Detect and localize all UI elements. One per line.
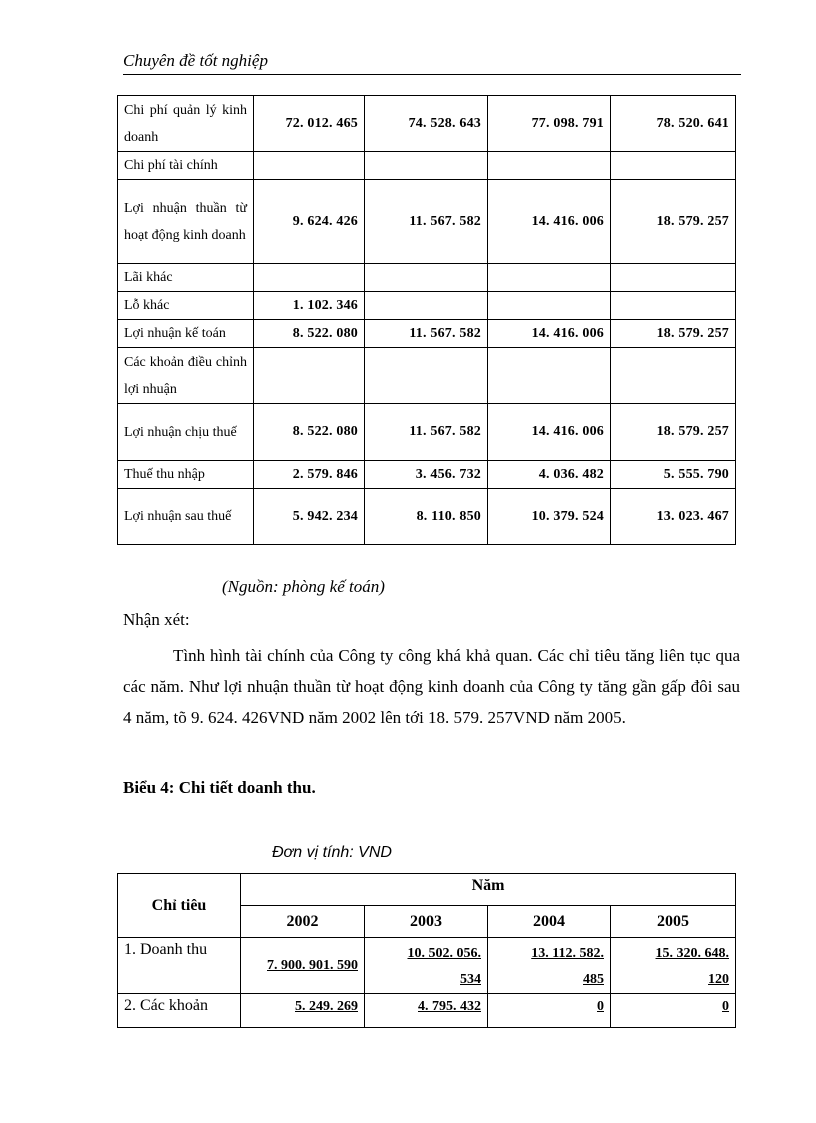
cell-value: 4. 036. 482 <box>488 461 611 489</box>
year-header: 2004 <box>488 906 611 938</box>
cell-value: 14. 416. 006 <box>488 404 611 461</box>
cell-value <box>241 938 365 994</box>
table-row <box>118 461 736 489</box>
cell-value <box>611 264 736 292</box>
cell-value: 72. 012. 465 <box>254 96 365 152</box>
cell-value: 9. 624. 426 <box>254 180 365 264</box>
cell-value: 5. 942. 234 <box>254 489 365 545</box>
cell-value: 14. 416. 006 <box>488 320 611 348</box>
revenue-table <box>117 873 736 1028</box>
cell-value: 8. 110. 850 <box>365 489 488 545</box>
cell-value: 11. 567. 582 <box>365 320 488 348</box>
cell-value <box>611 292 736 320</box>
cell-value <box>254 264 365 292</box>
cell-value: 18. 579. 257 <box>611 180 736 264</box>
cell-value <box>365 348 488 404</box>
cell-value <box>611 152 736 180</box>
header-title: Chuyên đề tốt nghiệp <box>123 51 268 70</box>
cell-value: 2. 579. 846 <box>254 461 365 489</box>
table-row <box>118 938 736 994</box>
table-row <box>118 320 736 348</box>
row-label: Lợi nhuận thuần từ hoạt động kinh doanh <box>118 180 254 264</box>
table-row <box>118 180 736 264</box>
cell-value: 74. 528. 643 <box>365 96 488 152</box>
cell-line: 4. 795. 432 <box>418 999 481 1014</box>
cell-value <box>254 152 365 180</box>
cell-line: 534 <box>460 972 481 987</box>
cell-value: 18. 579. 257 <box>611 404 736 461</box>
unit-label: Đơn vị tính: VND <box>272 844 392 861</box>
row-label: 2. Các khoản <box>118 994 241 1028</box>
cell-value: 8. 522. 080 <box>254 404 365 461</box>
year-header: 2002 <box>241 906 365 938</box>
table-row <box>118 96 736 152</box>
cell-value <box>488 348 611 404</box>
row-label: Lãi khác <box>118 264 254 292</box>
cell-line: 5. 249. 269 <box>295 999 358 1014</box>
cell-value <box>365 994 488 1028</box>
cell-value: 13. 023. 467 <box>611 489 736 545</box>
cell-value: 11. 567. 582 <box>365 180 488 264</box>
cell-value <box>488 292 611 320</box>
cell-value <box>365 152 488 180</box>
cell-line: 10. 502. 056. <box>407 946 481 961</box>
cell-value <box>365 938 488 994</box>
row-label: Lợi nhuận chịu thuế <box>118 404 254 461</box>
row-label: Chi phí tài chính <box>118 152 254 180</box>
row-label: Lợi nhuận sau thuế <box>118 489 254 545</box>
remark-label: Nhận xét: <box>123 610 190 629</box>
remark-text: Tình hình tài chính của Công ty công khá khả quan. Các chỉ tiêu tăng liên tục qua các năm. Như lợi nhuận thuần từ hoạt động kinh doanh của Công ty tăng gần gấp đôi sau 4 năm, tõ 9. 624. 426VND năm 2002 lên tới 18. 579. 257VND năm 2005. <box>123 646 740 727</box>
cell-value <box>365 292 488 320</box>
cell-value <box>488 264 611 292</box>
cell-line: 15. 320. 648. <box>655 946 730 961</box>
cell-value <box>488 938 611 994</box>
cell-value: 77. 098. 791 <box>488 96 611 152</box>
cell-line: 0 <box>722 999 730 1014</box>
year-header: 2003 <box>365 906 488 938</box>
table-row <box>118 489 736 545</box>
row-label: 1. Doanh thu <box>118 938 241 994</box>
cell-value: 1. 102. 346 <box>254 292 365 320</box>
table-row <box>118 994 736 1028</box>
row-label: Lỗ khác <box>118 292 254 320</box>
cell-value: 5. 555. 790 <box>611 461 736 489</box>
page-header <box>123 50 741 75</box>
cell-value <box>611 348 736 404</box>
cell-line: 7. 900. 901. 590 <box>267 957 358 973</box>
cell-line: 13. 112. 582. <box>531 946 604 961</box>
remark-paragraph <box>123 640 740 733</box>
cell-value: 8. 522. 080 <box>254 320 365 348</box>
table-row <box>118 348 736 404</box>
cell-value <box>611 994 736 1028</box>
cell-value <box>488 152 611 180</box>
header-row <box>118 874 736 906</box>
cell-value: 11. 567. 582 <box>365 404 488 461</box>
cell-value <box>488 994 611 1028</box>
income-table <box>117 95 736 545</box>
source-note: (Nguồn: phòng kế toán) <box>222 577 385 596</box>
cell-value: 10. 379. 524 <box>488 489 611 545</box>
cell-value: 14. 416. 006 <box>488 180 611 264</box>
table-row <box>118 264 736 292</box>
row-label: Lợi nhuận kế toán <box>118 320 254 348</box>
cell-value <box>611 938 736 994</box>
section-title: Biểu 4: Chi tiết doanh thu. <box>123 778 316 797</box>
year-header: 2005 <box>611 906 736 938</box>
cell-value <box>241 994 365 1028</box>
table-row <box>118 404 736 461</box>
row-label: Thuế thu nhập <box>118 461 254 489</box>
cell-line: 0 <box>597 999 604 1014</box>
col-header-indicator: Chỉ tiêu <box>118 874 241 938</box>
cell-value <box>254 348 365 404</box>
cell-value: 18. 579. 257 <box>611 320 736 348</box>
row-label: Chi phí quản lý kinh doanh <box>118 96 254 152</box>
table-row <box>118 292 736 320</box>
cell-value <box>365 264 488 292</box>
row-label: Các khoản điều chỉnh lợi nhuận <box>118 348 254 404</box>
cell-value: 78. 520. 641 <box>611 96 736 152</box>
col-header-year-group: Năm <box>241 874 736 906</box>
cell-value: 3. 456. 732 <box>365 461 488 489</box>
table-row <box>118 152 736 180</box>
cell-line: 120 <box>708 972 730 987</box>
cell-line: 485 <box>583 972 604 987</box>
